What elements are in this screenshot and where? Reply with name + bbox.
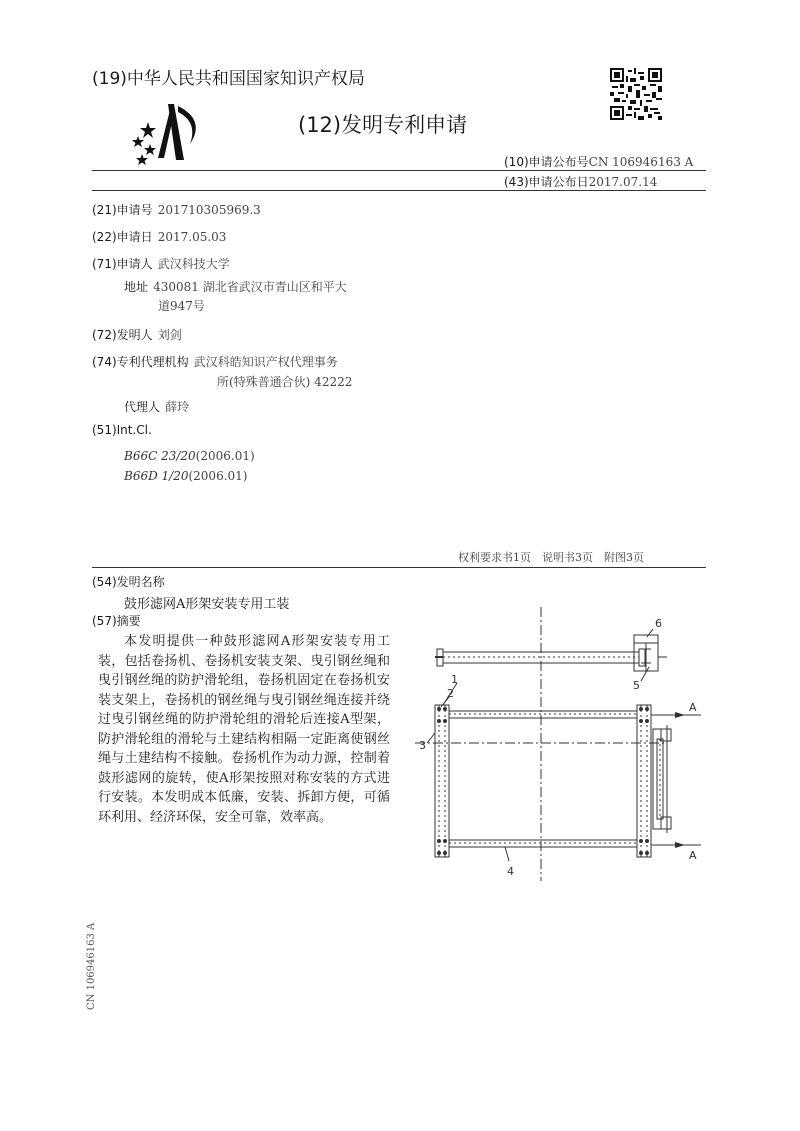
- publication-number-label: (10)申请公布号: [504, 155, 589, 169]
- application-date-row: [92, 226, 226, 245]
- leader-line: [647, 629, 653, 637]
- publication-date: 2017.07.14: [588, 175, 658, 189]
- part-label: 6: [655, 617, 662, 630]
- agency-line-2: 所(特殊普通合伙) 42222: [217, 375, 353, 389]
- address-line-2: 道947号: [158, 299, 205, 313]
- section-rule: [92, 567, 706, 568]
- section-arrow-bottom: [651, 842, 701, 848]
- title-label: (54)发明名称: [92, 575, 165, 589]
- ipc-code: B66D 1/20: [124, 469, 189, 483]
- ipc-version: (2006.01): [188, 469, 248, 483]
- agent-row: [124, 396, 189, 415]
- leader-line: [505, 847, 509, 861]
- application-date: 2017.05.03: [157, 230, 227, 244]
- leader-line: [641, 667, 649, 681]
- address-line-1: 430081 湖北省武汉市青山区和平大: [153, 280, 347, 294]
- ipc-row: [124, 445, 255, 464]
- a-frame: [435, 705, 651, 857]
- abstract-text: 本发明提供一种鼓形滤网A形架安装专用工装，包括卷扬机、卷扬机安装支架、曳引钢丝绳和曳引钢丝绳的防护滑轮组，卷扬机固定在卷扬机安装支架上，卷扬机的钢丝绳与曳引钢丝绳连接并绕过曳引钢丝绳的防护滑轮组的滑轮后连接A型架，防护滑轮组的滑轮与土建结构相隔一定距离使钢丝绳与土建结构不接触。卷扬机作为动力源，控制着鼓形滤网的旋转，使A形架按照对称安装的方式进行安装。本发明成本低廉，安装、拆卸方便，可循环利用、经济环保，安全可靠，效率高。: [98, 634, 390, 825]
- publication-number-row: [504, 153, 693, 170]
- application-number-label: (21)申请号: [92, 203, 153, 217]
- applicant: 武汉科技大学: [157, 257, 230, 271]
- abstract-drawing: [405, 605, 705, 885]
- agency-label: (74)专利代理机构: [92, 355, 189, 369]
- section-label: A: [689, 849, 697, 862]
- part-label: 4: [507, 865, 514, 878]
- publication-date-label: (43)申请公布日: [504, 175, 589, 189]
- side-publication-number: CN 106946163 A: [86, 922, 97, 1010]
- application-date-label: (22)申请日: [92, 230, 153, 244]
- winch-beam: [435, 649, 645, 666]
- ipc-version: (2006.01): [195, 449, 255, 463]
- part-label: 3: [419, 739, 426, 752]
- agent-label: 代理人: [124, 400, 161, 414]
- header-rule-upper: [92, 170, 706, 171]
- intcl-label: (51)Int.Cl.: [92, 423, 152, 437]
- abstract-label: (57)摘要: [92, 614, 141, 628]
- inventor: 刘剑: [157, 328, 182, 342]
- patent-office-logo: [128, 100, 212, 172]
- applicant-row: [92, 253, 230, 272]
- leader-line: [427, 733, 435, 743]
- pulley-assembly: [653, 725, 671, 833]
- ipc-row: [124, 465, 247, 484]
- header-rule-lower: [92, 190, 706, 191]
- part-label: 5: [633, 679, 640, 692]
- inventor-row: [92, 324, 182, 343]
- agency-line-1: 武汉科皓知识产权代理事务: [193, 355, 338, 369]
- part-label: 2: [447, 687, 454, 700]
- page-counts: 权利要求书1页 说明书3页 附图3页: [458, 551, 644, 564]
- publication-date-row: [504, 173, 657, 190]
- address-row: [124, 276, 347, 295]
- office-name: (19)中华人民共和国国家知识产权局: [92, 69, 365, 89]
- application-number: 201710305969.3: [157, 203, 261, 217]
- part-label: 1: [451, 673, 458, 686]
- qr-code: [610, 68, 662, 120]
- publication-number: CN 106946163 A: [588, 155, 694, 169]
- agency-row: [92, 351, 338, 370]
- applicant-label: (71)申请人: [92, 257, 153, 271]
- inventor-label: (72)发明人: [92, 328, 153, 342]
- application-number-row: [92, 199, 261, 218]
- agent: 薛玲: [165, 400, 190, 414]
- invention-title: 鼓形滤网A形架安装专用工装: [124, 597, 290, 612]
- document-type: (12)发明专利申请: [298, 113, 468, 137]
- ipc-code: B66C 23/20: [124, 449, 196, 463]
- address-label: 地址: [124, 280, 149, 294]
- section-label: A: [689, 701, 697, 714]
